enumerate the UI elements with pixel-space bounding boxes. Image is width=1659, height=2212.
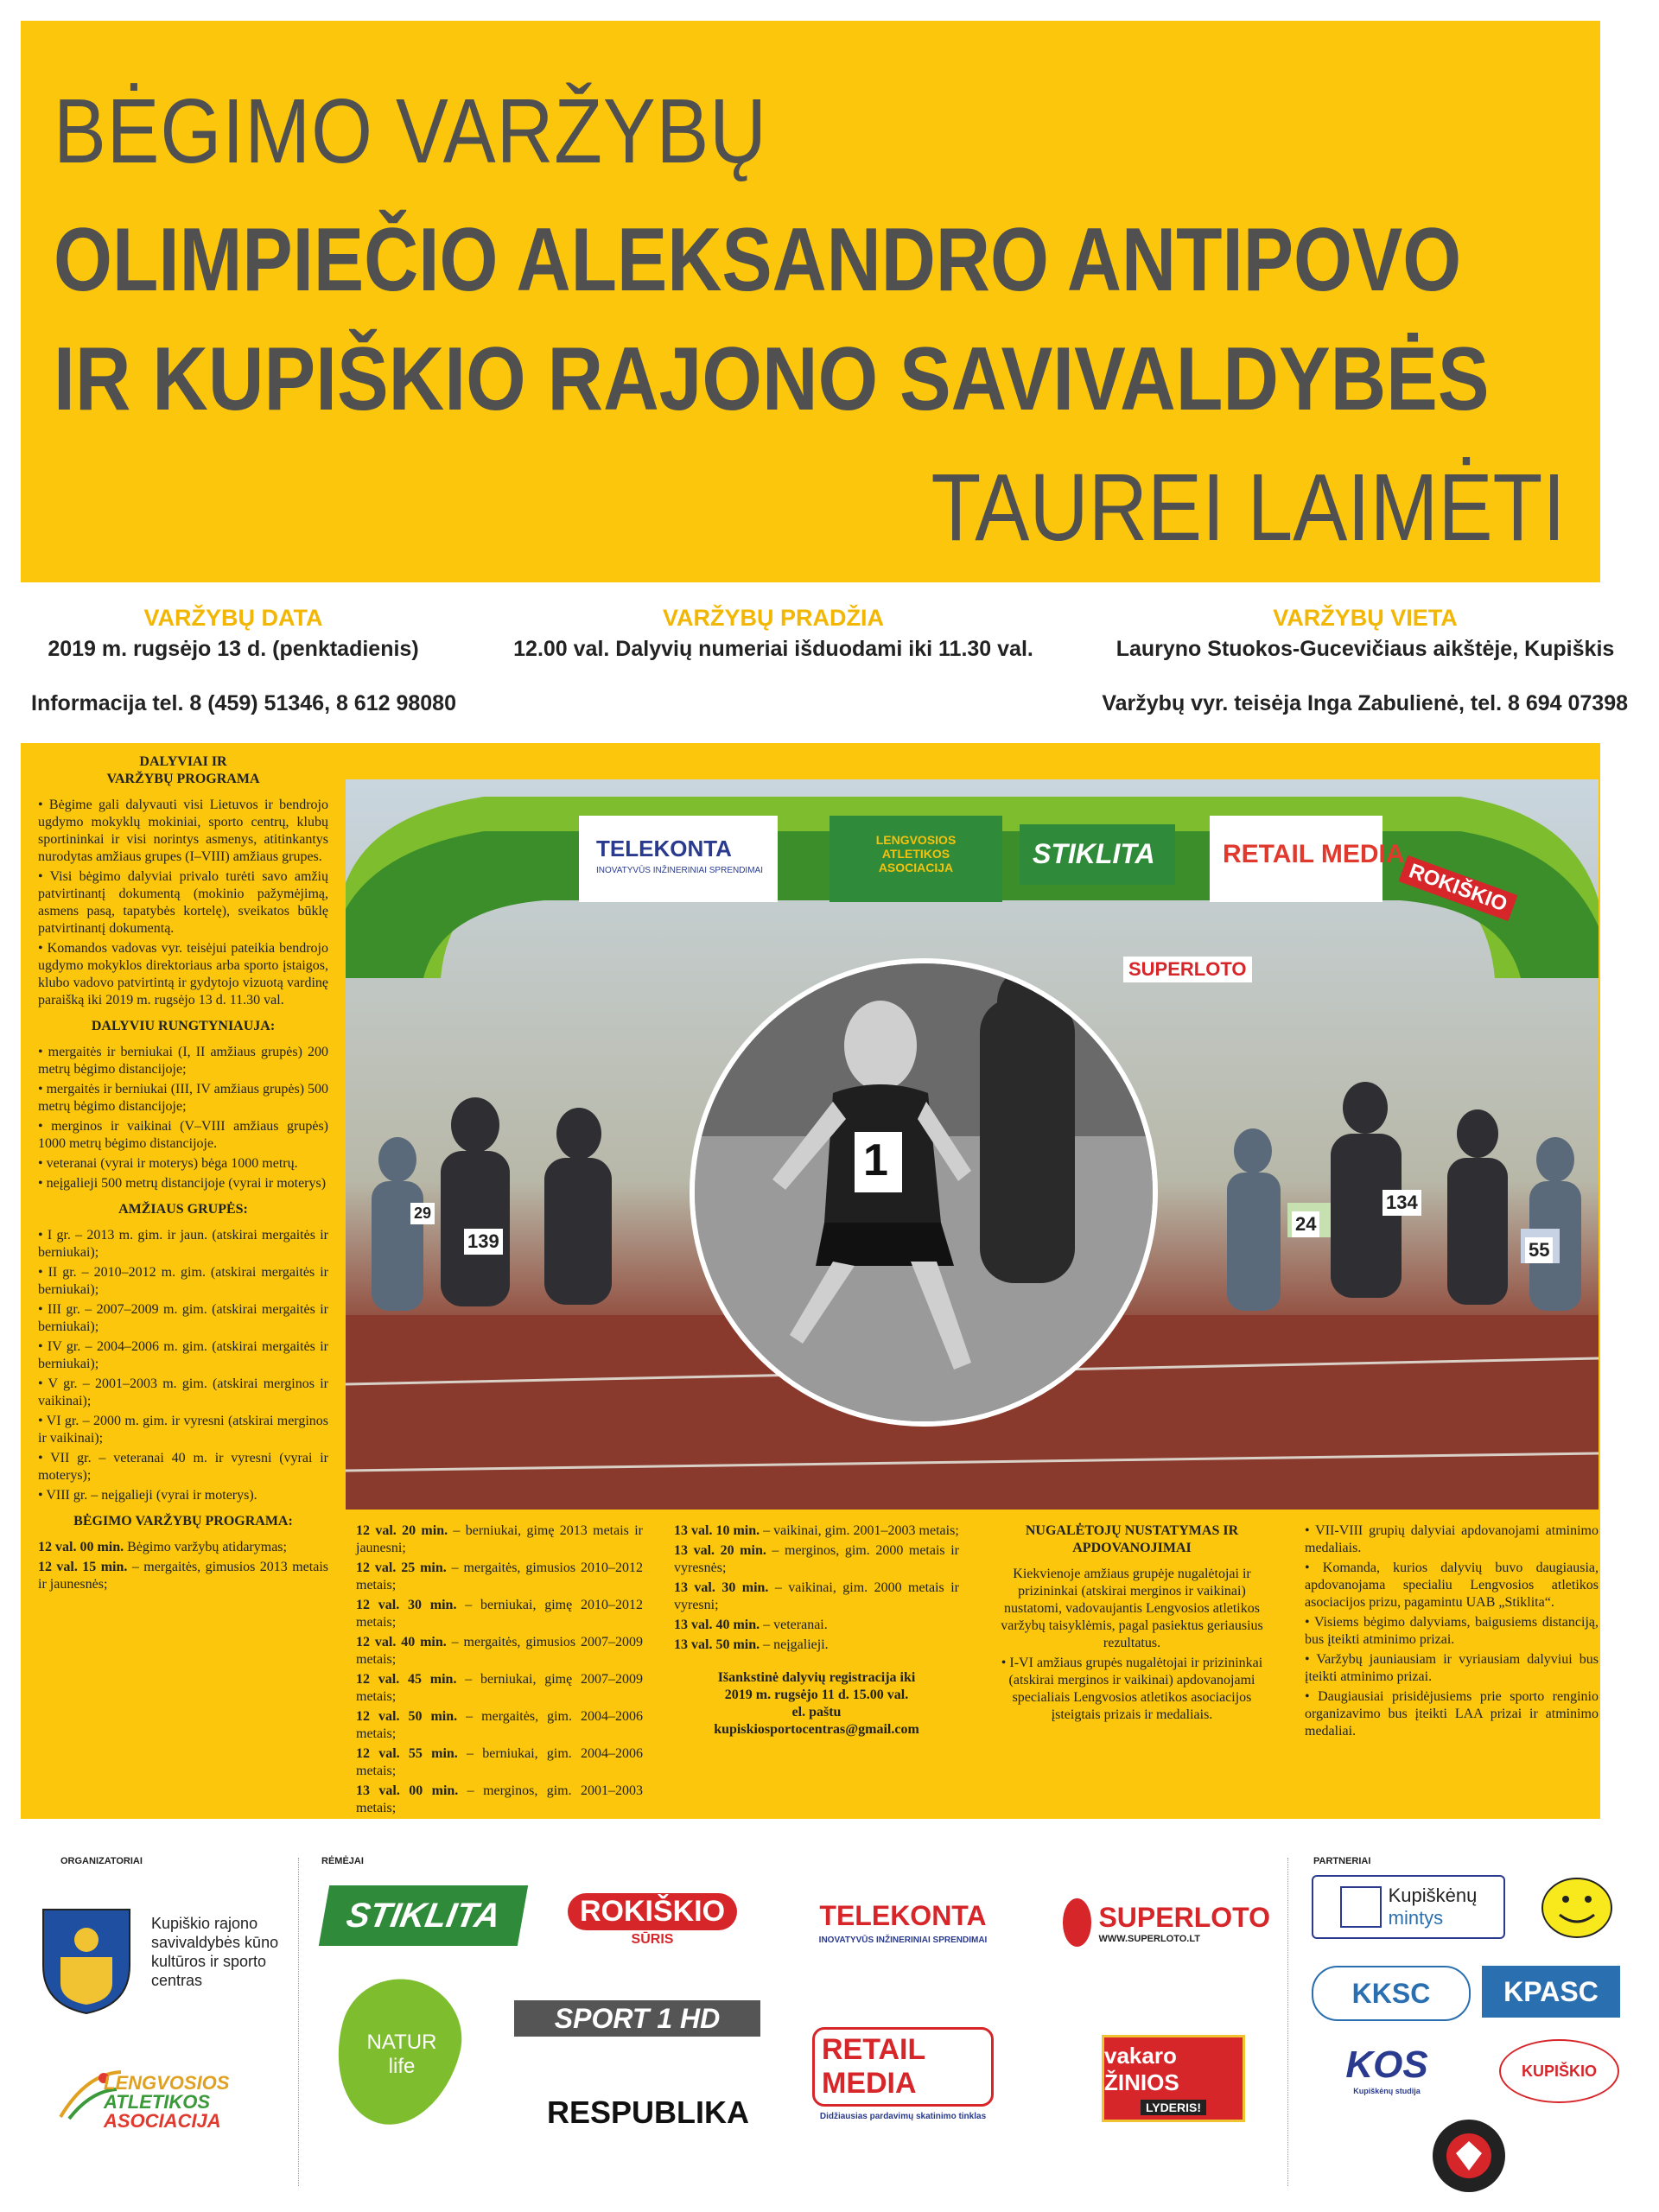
telekonta-text: TELEKONTA bbox=[819, 1900, 987, 1931]
title-line-4: TAUREI LAIMĖTI bbox=[931, 454, 1566, 561]
list-item: • Daugiausiai prisidėjusiems prie sporto renginio organizavimo bus įteikti LAA prizai ir atminimo medaliai. bbox=[1305, 1689, 1599, 1738]
runner-illustration bbox=[695, 963, 1153, 1421]
kupiskenu-mintys-logo bbox=[1312, 1875, 1505, 1939]
title-line-3: IR KUPIŠKIO RAJONO SAVIVALDYBĖS bbox=[54, 329, 1490, 429]
respublika-logo: RESPUBLIKA bbox=[546, 2094, 750, 2130]
awards-column-2 bbox=[1305, 1522, 1599, 1743]
bib-number: 139 bbox=[464, 1229, 503, 1255]
superloto-text: SUPERLOTO bbox=[1098, 1901, 1270, 1933]
paragraph: • Komandos vadovas vyr. teisėjui pateikia bendrojo ugdymo mokyklos direktoriaus arba sporto įstaigos, klubo vadovo patvirtintą ir gydytojo vizuotą vardinę paraišką iki 2019 m. rugsėjo 13 d. 11.30 val. bbox=[38, 941, 328, 1007]
km-initials-icon bbox=[1340, 1886, 1382, 1928]
paragraph: Kiekvienoje amžiaus grupėje nugalėtojai ir prizininkai (atskirai merginos ir vaikinai) nustatomi, vadovaujantis Lengvosios atletikos varžybų taisyklėmis, pagal pasiektus geriausius rezultatus. bbox=[1001, 1567, 1263, 1650]
schedule-item bbox=[356, 1783, 643, 1817]
kpasc-logo: KPASC bbox=[1482, 1966, 1620, 2018]
date-label: VARŽYBŲ DATA bbox=[143, 605, 323, 631]
list-item: • III gr. – 2007–2009 m. gim. (atskirai mergaitės ir berniukai); bbox=[38, 1302, 328, 1334]
schedule-text: – mergaitės, gimusios 2010–2012 metais; bbox=[356, 1560, 643, 1592]
schedule-text: – mergaitės, gim. 2004–2006 metais; bbox=[356, 1709, 643, 1741]
schedule-text: – mergaitės, gimusios 2013 metais ir jaunesnės; bbox=[38, 1560, 328, 1592]
club-emblem-icon bbox=[1430, 2117, 1508, 2195]
schedule-item bbox=[674, 1542, 959, 1577]
kupiskio-logo: KUPIŠKIO bbox=[1499, 2039, 1619, 2103]
title-line-1: BĖGIMO VARŽYBŲ bbox=[54, 80, 767, 182]
schedule-text: – merginos, gim. 2000 metais ir vyresnės; bbox=[674, 1543, 960, 1575]
banner-stiklita: STIKLITA bbox=[1033, 838, 1155, 869]
list-item: • V gr. – 2001–2003 m. gim. (atskirai merginos ir vaikinai); bbox=[38, 1376, 328, 1408]
registration-email[interactable]: kupiskiosportocentras@gmail.com bbox=[714, 1722, 919, 1737]
list-item: • neįgalieji 500 metrų distancijoje (vyrai ir moterys) bbox=[38, 1176, 327, 1191]
divider bbox=[1287, 1858, 1288, 2186]
section-heading: BĖGIMO VARŽYBŲ PROGRAMA: bbox=[73, 1514, 293, 1529]
schedule-text: – merginos, gim. 2001–2003 metais; bbox=[356, 1783, 643, 1815]
section-heading: AMŽIAUS GRUPĖS: bbox=[118, 1202, 248, 1217]
start-value: 12.00 val. Dalyvių numeriai išduodami iki 11.30 val. bbox=[513, 637, 1033, 661]
schedule-time: 13 val. 30 min. bbox=[674, 1580, 769, 1595]
natur-label: NATUR life bbox=[366, 2031, 437, 2078]
superloto-logo bbox=[1063, 1892, 1270, 1953]
kupiskis-coat-of-arms-icon bbox=[39, 1905, 134, 2018]
rokiskio-text: ROKIŠKIO bbox=[568, 1893, 737, 1930]
schedule-time: 13 val. 50 min. bbox=[674, 1637, 760, 1652]
banner-retail: RETAIL MEDIA bbox=[1223, 840, 1405, 868]
laa-word: LENGVOSIOS bbox=[104, 2072, 230, 2094]
date-value: 2019 m. rugsėjo 13 d. (penktadienis) bbox=[48, 637, 419, 661]
list-item: • mergaitės ir berniukai (III, IV amžiaus grupės) 500 metrų bėgimo distancijoje; bbox=[38, 1082, 329, 1114]
title-banner bbox=[21, 21, 1600, 582]
left-column bbox=[38, 753, 328, 1596]
place-block bbox=[1097, 605, 1633, 662]
start-label: VARŽYBŲ PRADŽIA bbox=[663, 605, 884, 631]
schedule-text: – berniukai, gimę 2010–2012 metais; bbox=[356, 1598, 643, 1630]
schedule-time: 12 val. 30 min. bbox=[356, 1598, 457, 1612]
title-line-2: OLIMPIEČIO ALEKSANDRO ANTIPOVO bbox=[54, 210, 1462, 310]
laa-word: ATLETIKOS bbox=[104, 2091, 211, 2113]
superloto-circle-icon bbox=[1063, 1898, 1091, 1947]
schedule-text: – berniukai, gimę 2007–2009 metais; bbox=[356, 1672, 643, 1704]
section-heading: DALYVIU RUNGTYNIAUJA: bbox=[91, 1019, 276, 1033]
schedule-text: – neįgalieji. bbox=[760, 1637, 829, 1652]
list-item: • VII gr. – veteranai 40 m. ir vyresni (vyrai ir moterys); bbox=[38, 1451, 328, 1483]
schedule-item bbox=[356, 1597, 643, 1631]
schedule-time: 13 val. 00 min. bbox=[356, 1783, 459, 1798]
telekonta-logo bbox=[791, 1884, 1015, 1961]
section-heading: DALYVIAI IR VARŽYBŲ PROGRAMA bbox=[106, 754, 260, 786]
section-heading: NUGALĖTOJŲ NUSTATYMAS IR APDOVANOJIMAI bbox=[1025, 1523, 1239, 1555]
retail-sub: Didžiausias pardavimų skatinimo tinklas bbox=[819, 2111, 987, 2121]
schedule-text: – mergaitės, gimusios 2007–2009 metais; bbox=[356, 1635, 643, 1667]
schedule-item bbox=[356, 1745, 643, 1780]
schedule-text: – vaikinai, gim. 2001–2003 metais; bbox=[760, 1523, 959, 1538]
list-item: • IV gr. – 2004–2006 m. gim. (atskirai mergaitės ir berniukai); bbox=[38, 1339, 328, 1371]
schedule-time: 12 val. 40 min. bbox=[356, 1635, 447, 1649]
schedule-text: – vaikinai, gim. 2000 metais ir vyresni; bbox=[674, 1580, 959, 1612]
laa-logo-text bbox=[104, 2074, 229, 2131]
km-word: Kupiškėnų bbox=[1388, 1885, 1478, 1906]
superloto-text-block bbox=[1098, 1902, 1270, 1944]
schedule-time: 12 val. 50 min. bbox=[356, 1709, 458, 1724]
suris-text: SŪRIS bbox=[631, 1932, 674, 1947]
info-phone: Informacija tel. 8 (459) 51346, 8 612 98080 bbox=[31, 691, 456, 715]
banner-telekonta-sub: INOVATYVŪS INŽINERINIAI SPRENDIMAI bbox=[596, 866, 763, 875]
schedule-time: 12 val. 25 min. bbox=[356, 1560, 447, 1575]
smiley-logo-icon bbox=[1529, 1873, 1624, 1955]
list-item: • Komanda, kurios dalyvių buvo daugiausia, apdovanojama specialiu Lengvosios atletikos asociacijos prizu, pagamintu UAB „Stiklita“. bbox=[1305, 1560, 1599, 1610]
date-block bbox=[26, 605, 441, 662]
place-label: VARŽYBŲ VIETA bbox=[1273, 605, 1458, 631]
schedule-column-1 bbox=[356, 1522, 643, 1820]
paragraph: • Visi bėgimo dalyviai privalo turėti savo amžių patvirtinantį dokumentą (mokinio pažymėjimą, asmens pasą, tapatybės kortelę), sveikatos būklę patvirtinantį dokumentą. bbox=[38, 869, 328, 936]
schedule-text: – veteranai. bbox=[760, 1618, 828, 1632]
list-item: • VI gr. – 2000 m. gim. ir vyresni (atskirai merginos ir vaikinai); bbox=[38, 1414, 328, 1446]
organizer-name: Kupiškio rajono savivaldybės kūno kultūros ir sporto centras bbox=[151, 1915, 279, 1989]
list-item: • Visiems bėgimo dalyviams, baigusiems distanciją, bus įteikti atminimo prizai. bbox=[1305, 1615, 1599, 1647]
list-item: • Varžybų jauniausiam ir vyriausiam dalyviui bus įteikti atminimo prizai. bbox=[1305, 1652, 1599, 1684]
schedule-time: 12 val. 00 min. bbox=[38, 1540, 124, 1554]
bib-number: 24 bbox=[1292, 1211, 1319, 1237]
registration-line: 2019 m. rugsėjo 11 d. 15.00 val. bbox=[724, 1688, 909, 1702]
schedule-text: – berniukai, gimę 2013 metais ir jaunesni; bbox=[356, 1523, 643, 1555]
judge-info: Varžybų vyr. teisėja Inga Zabulienė, tel. 8 694 07398 bbox=[1102, 691, 1628, 715]
schedule-item bbox=[356, 1522, 643, 1557]
rokiskio-logo bbox=[553, 1888, 752, 1953]
place-value: Lauryno Stuokos-Gucevičiaus aikštėje, Kupiškis bbox=[1116, 637, 1615, 661]
schedule-text: Bėgimo varžybų atidarymas; bbox=[124, 1540, 287, 1554]
bib-number: 29 bbox=[410, 1203, 435, 1224]
schedule-item bbox=[674, 1522, 959, 1540]
list-item: • II gr. – 2010–2012 m. gim. (atskirai mergaitės ir berniukai); bbox=[38, 1265, 328, 1297]
schedule-time: 13 val. 40 min. bbox=[674, 1618, 760, 1632]
list-item: • VII-VIII grupių dalyviai apdovanojami atminimo medaliais. bbox=[1305, 1523, 1599, 1555]
retail-text: RETAIL MEDIA bbox=[812, 2027, 994, 2107]
schedule-text: – berniukai, gim. 2004–2006 metais; bbox=[356, 1746, 644, 1778]
banner-laa: LENGVOSIOS ATLETIKOS ASOCIACIJA bbox=[875, 833, 957, 874]
schedule-item bbox=[674, 1580, 959, 1614]
organizers-label: ORGANIZATORIAI bbox=[60, 1856, 143, 1866]
awards-column bbox=[989, 1522, 1274, 1726]
telekonta-sub: INOVATYVŪS INŽINERINIAI SPRENDIMAI bbox=[818, 1936, 988, 1945]
kos-text: KOS bbox=[1345, 2044, 1428, 2086]
schedule-time: 12 val. 45 min. bbox=[356, 1672, 457, 1687]
paragraph: • I-VI amžiaus grupės nugalėtojai ir prizininkai (atskirai merginos ir vaikinai) apdovanojami specialiais Lengvosios atletikos asociacijos įsteigtais prizais ir medaliais. bbox=[1001, 1656, 1263, 1722]
list-item: • veteranai (vyrai ir moterys) bėga 1000 metrų. bbox=[38, 1156, 298, 1171]
event-photo bbox=[346, 779, 1599, 1510]
schedule-time: 13 val. 10 min. bbox=[674, 1523, 760, 1538]
schedule-item bbox=[356, 1560, 643, 1594]
superloto-url: WWW.SUPERLOTO.LT bbox=[1098, 1933, 1200, 1944]
registration-line: el. paštu bbox=[791, 1705, 842, 1719]
banner-superloto: SUPERLOTO bbox=[1123, 957, 1252, 982]
runner-bib: 1 bbox=[863, 1135, 888, 1185]
list-item: • merginos ir vaikinai (V–VIII amžiaus grupės) 1000 metrų bėgimo distancijoje. bbox=[38, 1119, 328, 1151]
kos-sub: Kupiškėnų studija bbox=[1353, 2087, 1421, 2095]
schedule-item bbox=[38, 1559, 328, 1593]
schedule-item bbox=[38, 1539, 328, 1556]
stiklita-logo: STIKLITA bbox=[319, 1885, 528, 1946]
vakaro-zinios-logo bbox=[1102, 2035, 1245, 2122]
sponsors-label: RĖMĖJAI bbox=[321, 1856, 364, 1866]
vakaro-sub: LYDERIS! bbox=[1141, 2100, 1206, 2115]
schedule-time: 12 val. 15 min. bbox=[38, 1560, 128, 1574]
laa-word: ASOCIACIJA bbox=[104, 2110, 221, 2132]
retail-media-logo bbox=[812, 2026, 994, 2121]
schedule-item bbox=[356, 1671, 643, 1706]
start-block bbox=[471, 605, 1076, 662]
registration-line: Išankstinė dalyvių registracija iki bbox=[717, 1670, 916, 1685]
schedule-time: 12 val. 55 min. bbox=[356, 1746, 458, 1761]
schedule-time: 13 val. 20 min. bbox=[674, 1543, 766, 1558]
sport1-logo: SPORT 1 HD bbox=[514, 2000, 760, 2037]
banner-rokiskio: ROKIŠKIO bbox=[1399, 855, 1518, 921]
schedule-column-2 bbox=[674, 1522, 959, 1738]
kos-logo bbox=[1309, 2039, 1465, 2100]
bib-number: 134 bbox=[1382, 1190, 1421, 1216]
paragraph: • Bėgime gali dalyvauti visi Lietuvos ir bendrojo ugdymo mokyklų mokiniai, sporto centrų, klubų sportininkai ir visi norintys asmenys, atitinkantys nurodytas amžiaus grupes (I–VIII) amžiaus grupes. bbox=[38, 798, 328, 864]
divider bbox=[298, 1858, 299, 2186]
kksc-logo: KKSC bbox=[1312, 1966, 1471, 2021]
km-text-block bbox=[1389, 1885, 1478, 1929]
banner-telekonta: TELEKONTA bbox=[596, 836, 732, 861]
list-item: • mergaitės ir berniukai (I, II amžiaus grupės) 200 metrų bėgimo distancijoje; bbox=[38, 1045, 328, 1077]
historic-runner-photo bbox=[690, 958, 1158, 1427]
bib-number: 55 bbox=[1525, 1237, 1553, 1263]
schedule-time: 12 val. 20 min. bbox=[356, 1523, 448, 1538]
schedule-item bbox=[356, 1634, 643, 1669]
registration-note bbox=[674, 1669, 959, 1738]
partners-label: PARTNERIAI bbox=[1313, 1856, 1371, 1866]
list-item: • VIII gr. – neįgalieji (vyrai ir moterys). bbox=[38, 1488, 257, 1503]
km-word: mintys bbox=[1388, 1907, 1444, 1929]
list-item: • I gr. – 2013 m. gim. ir jaun. (atskirai mergaitės ir berniukai); bbox=[38, 1228, 328, 1260]
schedule-item bbox=[674, 1617, 959, 1634]
schedule-item bbox=[674, 1637, 959, 1654]
vakaro-text: vakaro ŽINIOS bbox=[1104, 2042, 1179, 2095]
schedule-item bbox=[356, 1708, 643, 1743]
